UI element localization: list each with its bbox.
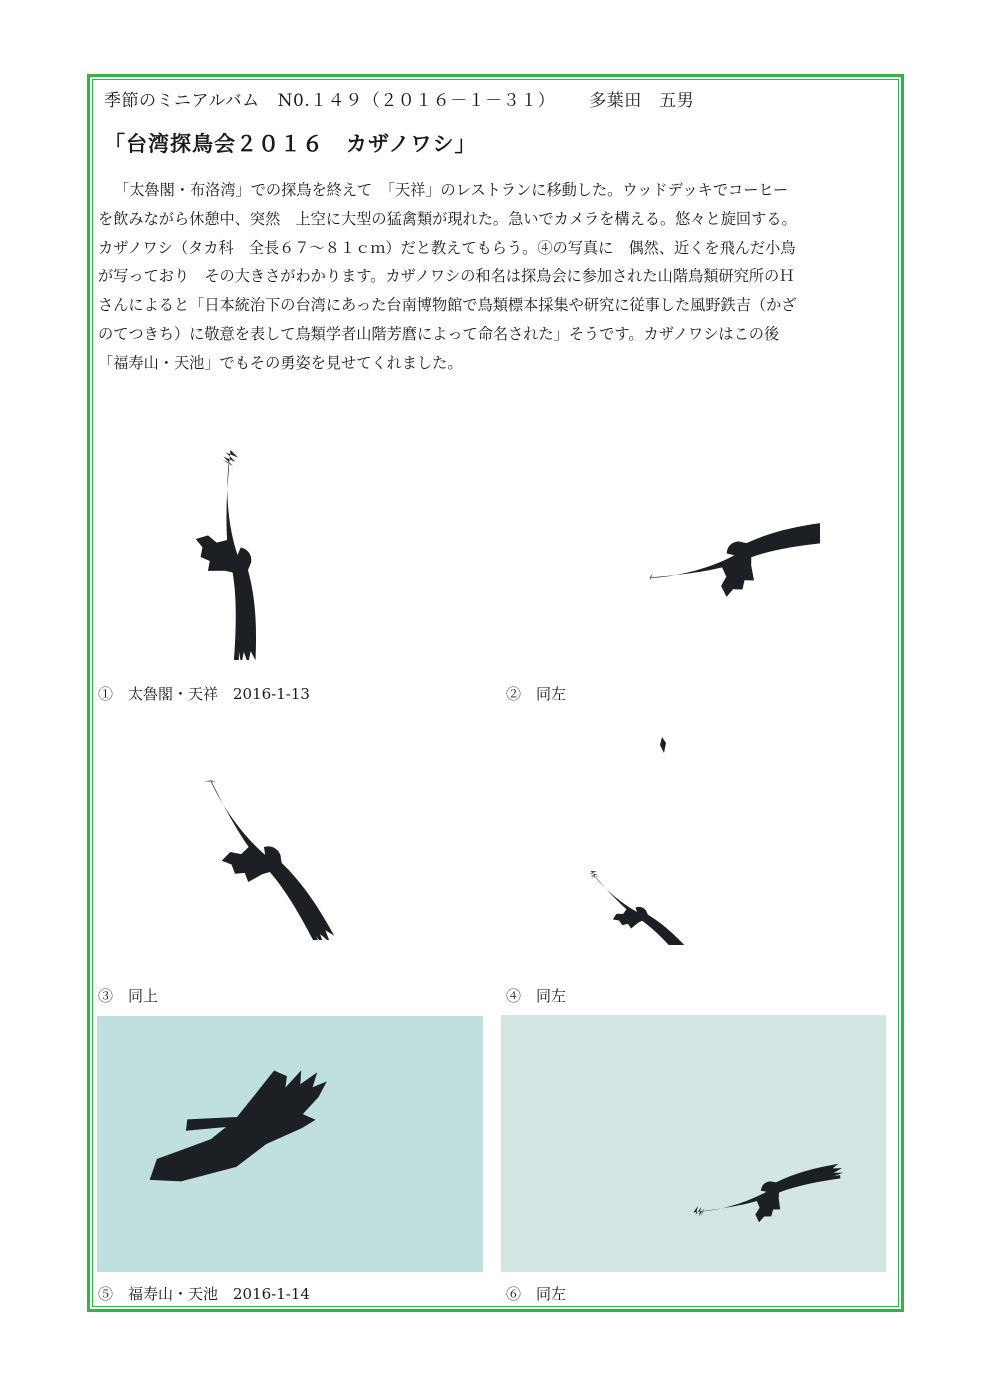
- photo-2: [650, 480, 820, 640]
- caption-3: ③ 同上: [98, 987, 159, 1005]
- author-name: 多葉田 五男: [589, 91, 695, 111]
- body-line: 「福寿山・天池」でもその勇姿を見せてくれました。: [98, 353, 463, 372]
- body-line: 「太魯閣・布洛湾」での探鳥を終えて 「天祥」のレストランに移動した。ウッドデッキでコーヒー: [114, 181, 789, 199]
- eagle-icon: [570, 725, 700, 945]
- eagle-icon: [150, 450, 310, 660]
- album-series: 季節のミニアルバム: [104, 91, 260, 111]
- photo-3: [170, 780, 355, 940]
- body-line: を飲みながら休憩中、突然 上空に大型の猛禽類が現れた。急いでカメラを構える。悠々と旋回する。: [98, 209, 797, 228]
- body-line: のてつきち）に敬意を表して鳥類学者山階芳麿によって命名された」そうです。カザノワシはこの後: [98, 324, 780, 343]
- caption-4: ④ 同左: [506, 987, 567, 1005]
- photo-1: [150, 450, 310, 660]
- article-body: [98, 176, 898, 378]
- body-line: カザノワシ（タカ科 全長６７～８１ｃｍ）だと教えてもらう。④の写真に 偶然、近くを飛んだ小鳥: [98, 238, 796, 257]
- article-title: 「台湾探鳥会２０１６ カザノワシ」: [104, 132, 477, 156]
- photo-5: [97, 1016, 483, 1272]
- eagle-icon: [650, 480, 820, 640]
- caption-5: ⑤ 福寿山・天池 2016-1-14: [98, 1285, 310, 1303]
- caption-6: ⑥ 同左: [506, 1285, 567, 1303]
- photo-6: [501, 1015, 886, 1272]
- header: [104, 86, 694, 111]
- caption-1: ① 太魯閣・天祥 2016-1-13: [98, 685, 310, 703]
- caption-2: ② 同左: [506, 685, 567, 703]
- body-line: さんによると「日本統治下の台湾にあった台南博物館で鳥類標本採集や研究に従事した風野鉄吉（かざ: [98, 296, 797, 315]
- eagle-icon: [501, 1015, 886, 1272]
- body-line: が写っており その大きさがわかります。カザノワシの和名は探鳥会に参加された山階鳥類研究所のＨ: [98, 267, 795, 286]
- eagle-icon: [97, 1016, 483, 1272]
- issue-number: N0.１４９（２０１６－１－３１）: [277, 91, 556, 111]
- eagle-icon: [170, 780, 355, 940]
- photo-4: [570, 725, 700, 945]
